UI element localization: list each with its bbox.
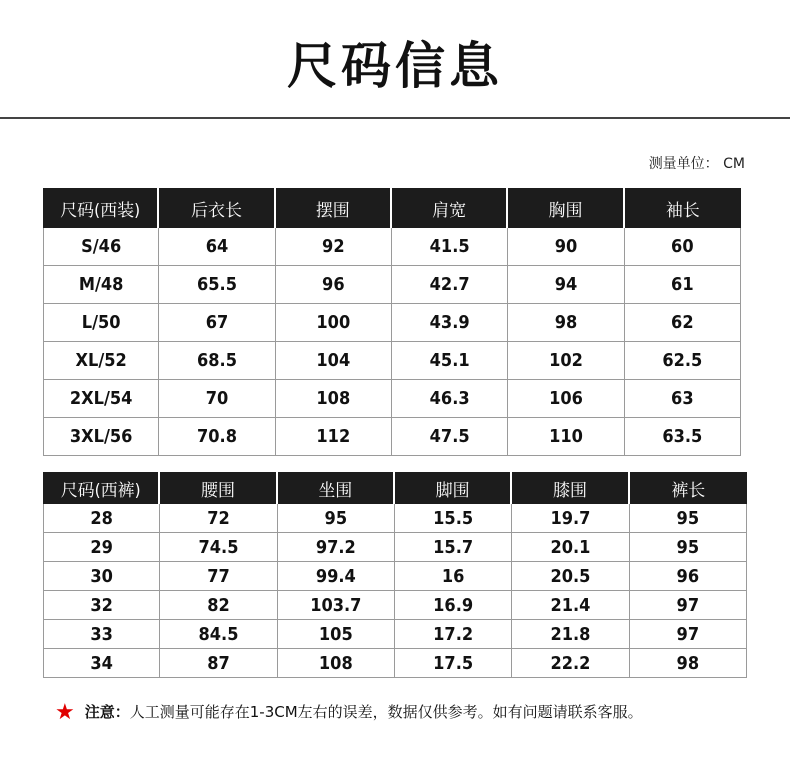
table-cell: 2XL/54 (43, 380, 159, 418)
table-cell: 47.5 (392, 418, 508, 456)
table-cell: 32 (43, 591, 160, 620)
table-cell: 74.5 (160, 533, 277, 562)
red-star-icon: ★ (55, 700, 75, 725)
table-cell: 104 (276, 342, 392, 380)
table-cell: 98 (508, 304, 624, 342)
column-header: 后衣长 (159, 188, 275, 228)
note-text: 人工测量可能存在1-3CM左右的误差，数据仅供参考。如有问题请联系客服。 (129, 703, 643, 721)
table-cell: 17.2 (395, 620, 512, 649)
column-header: 裤长 (630, 472, 747, 504)
table-header-row (43, 472, 747, 504)
table-cell: 84.5 (160, 620, 277, 649)
table-cell: 17.5 (395, 649, 512, 678)
table-cell: 95 (278, 504, 395, 533)
table-cell: 21.4 (512, 591, 629, 620)
column-header: 坐围 (278, 472, 395, 504)
table-cell: 108 (276, 380, 392, 418)
table-row (43, 228, 741, 266)
table-cell: 90 (508, 228, 624, 266)
table-cell: 16.9 (395, 591, 512, 620)
table-cell: 112 (276, 418, 392, 456)
measurement-note (55, 700, 643, 725)
column-header: 脚围 (395, 472, 512, 504)
table-row (43, 266, 741, 304)
table-cell: 63 (625, 380, 741, 418)
table-cell: 77 (160, 562, 277, 591)
table-row (43, 418, 741, 456)
table-cell: 96 (630, 562, 747, 591)
table-cell: 43.9 (392, 304, 508, 342)
table-cell: 41.5 (392, 228, 508, 266)
table-cell: 64 (159, 228, 275, 266)
table-cell: 72 (160, 504, 277, 533)
table-cell: 87 (160, 649, 277, 678)
table-cell: 21.8 (512, 620, 629, 649)
table-cell: 98 (630, 649, 747, 678)
table-cell: 19.7 (512, 504, 629, 533)
table-cell: 45.1 (392, 342, 508, 380)
table-cell: 100 (276, 304, 392, 342)
table-row (43, 342, 741, 380)
table-row (43, 380, 741, 418)
table-row (43, 304, 741, 342)
table-cell: 30 (43, 562, 160, 591)
column-header: 膝围 (512, 472, 629, 504)
column-header: 袖长 (625, 188, 741, 228)
table-cell: XL/52 (43, 342, 159, 380)
table-cell: 65.5 (159, 266, 275, 304)
table-cell: 61 (625, 266, 741, 304)
column-header: 摆围 (276, 188, 392, 228)
table-cell: 97 (630, 591, 747, 620)
table-cell: 99.4 (278, 562, 395, 591)
unit-label: 测量单位： CM (648, 156, 745, 172)
table-row (43, 562, 747, 591)
table-cell: 70.8 (159, 418, 275, 456)
table-cell: 68.5 (159, 342, 275, 380)
table-cell: 105 (278, 620, 395, 649)
note-label: 注意： (84, 703, 130, 721)
column-header: 肩宽 (392, 188, 508, 228)
column-header: 胸围 (508, 188, 624, 228)
table-row (43, 504, 747, 533)
table-cell: L/50 (43, 304, 159, 342)
table-cell: 28 (43, 504, 160, 533)
page-title: 尺码信息 (287, 37, 503, 95)
column-header: 腰围 (160, 472, 277, 504)
table-cell: 15.7 (395, 533, 512, 562)
table-cell: 20.1 (512, 533, 629, 562)
table-row (43, 620, 747, 649)
table-header-row (43, 188, 741, 228)
table-cell: 96 (276, 266, 392, 304)
table-cell: 29 (43, 533, 160, 562)
table-row (43, 533, 747, 562)
table-cell: 97.2 (278, 533, 395, 562)
table-row (43, 649, 747, 678)
table-cell: 94 (508, 266, 624, 304)
table-cell: 46.3 (392, 380, 508, 418)
pants-size-table (43, 472, 747, 678)
table-cell: 15.5 (395, 504, 512, 533)
table-cell: 22.2 (512, 649, 629, 678)
table-cell: 33 (43, 620, 160, 649)
table-cell: 102 (508, 342, 624, 380)
table-cell: 95 (630, 533, 747, 562)
table-cell: 97 (630, 620, 747, 649)
column-header: 尺码(西裤) (43, 472, 160, 504)
table-cell: 67 (159, 304, 275, 342)
column-header: 尺码(西装) (43, 188, 159, 228)
table-cell: 60 (625, 228, 741, 266)
suit-size-table (43, 188, 741, 456)
table-cell: 82 (160, 591, 277, 620)
title-divider (0, 117, 790, 119)
table-cell: 108 (278, 649, 395, 678)
table-cell: 3XL/56 (43, 418, 159, 456)
table-cell: 92 (276, 228, 392, 266)
table-cell: 63.5 (625, 418, 741, 456)
table-row (43, 591, 747, 620)
table-cell: S/46 (43, 228, 159, 266)
table-cell: 95 (630, 504, 747, 533)
table-cell: 110 (508, 418, 624, 456)
table-cell: 106 (508, 380, 624, 418)
table-cell: 62.5 (625, 342, 741, 380)
table-cell: M/48 (43, 266, 159, 304)
table-cell: 34 (43, 649, 160, 678)
table-cell: 42.7 (392, 266, 508, 304)
table-cell: 16 (395, 562, 512, 591)
table-cell: 62 (625, 304, 741, 342)
table-cell: 103.7 (278, 591, 395, 620)
table-cell: 20.5 (512, 562, 629, 591)
table-cell: 70 (159, 380, 275, 418)
